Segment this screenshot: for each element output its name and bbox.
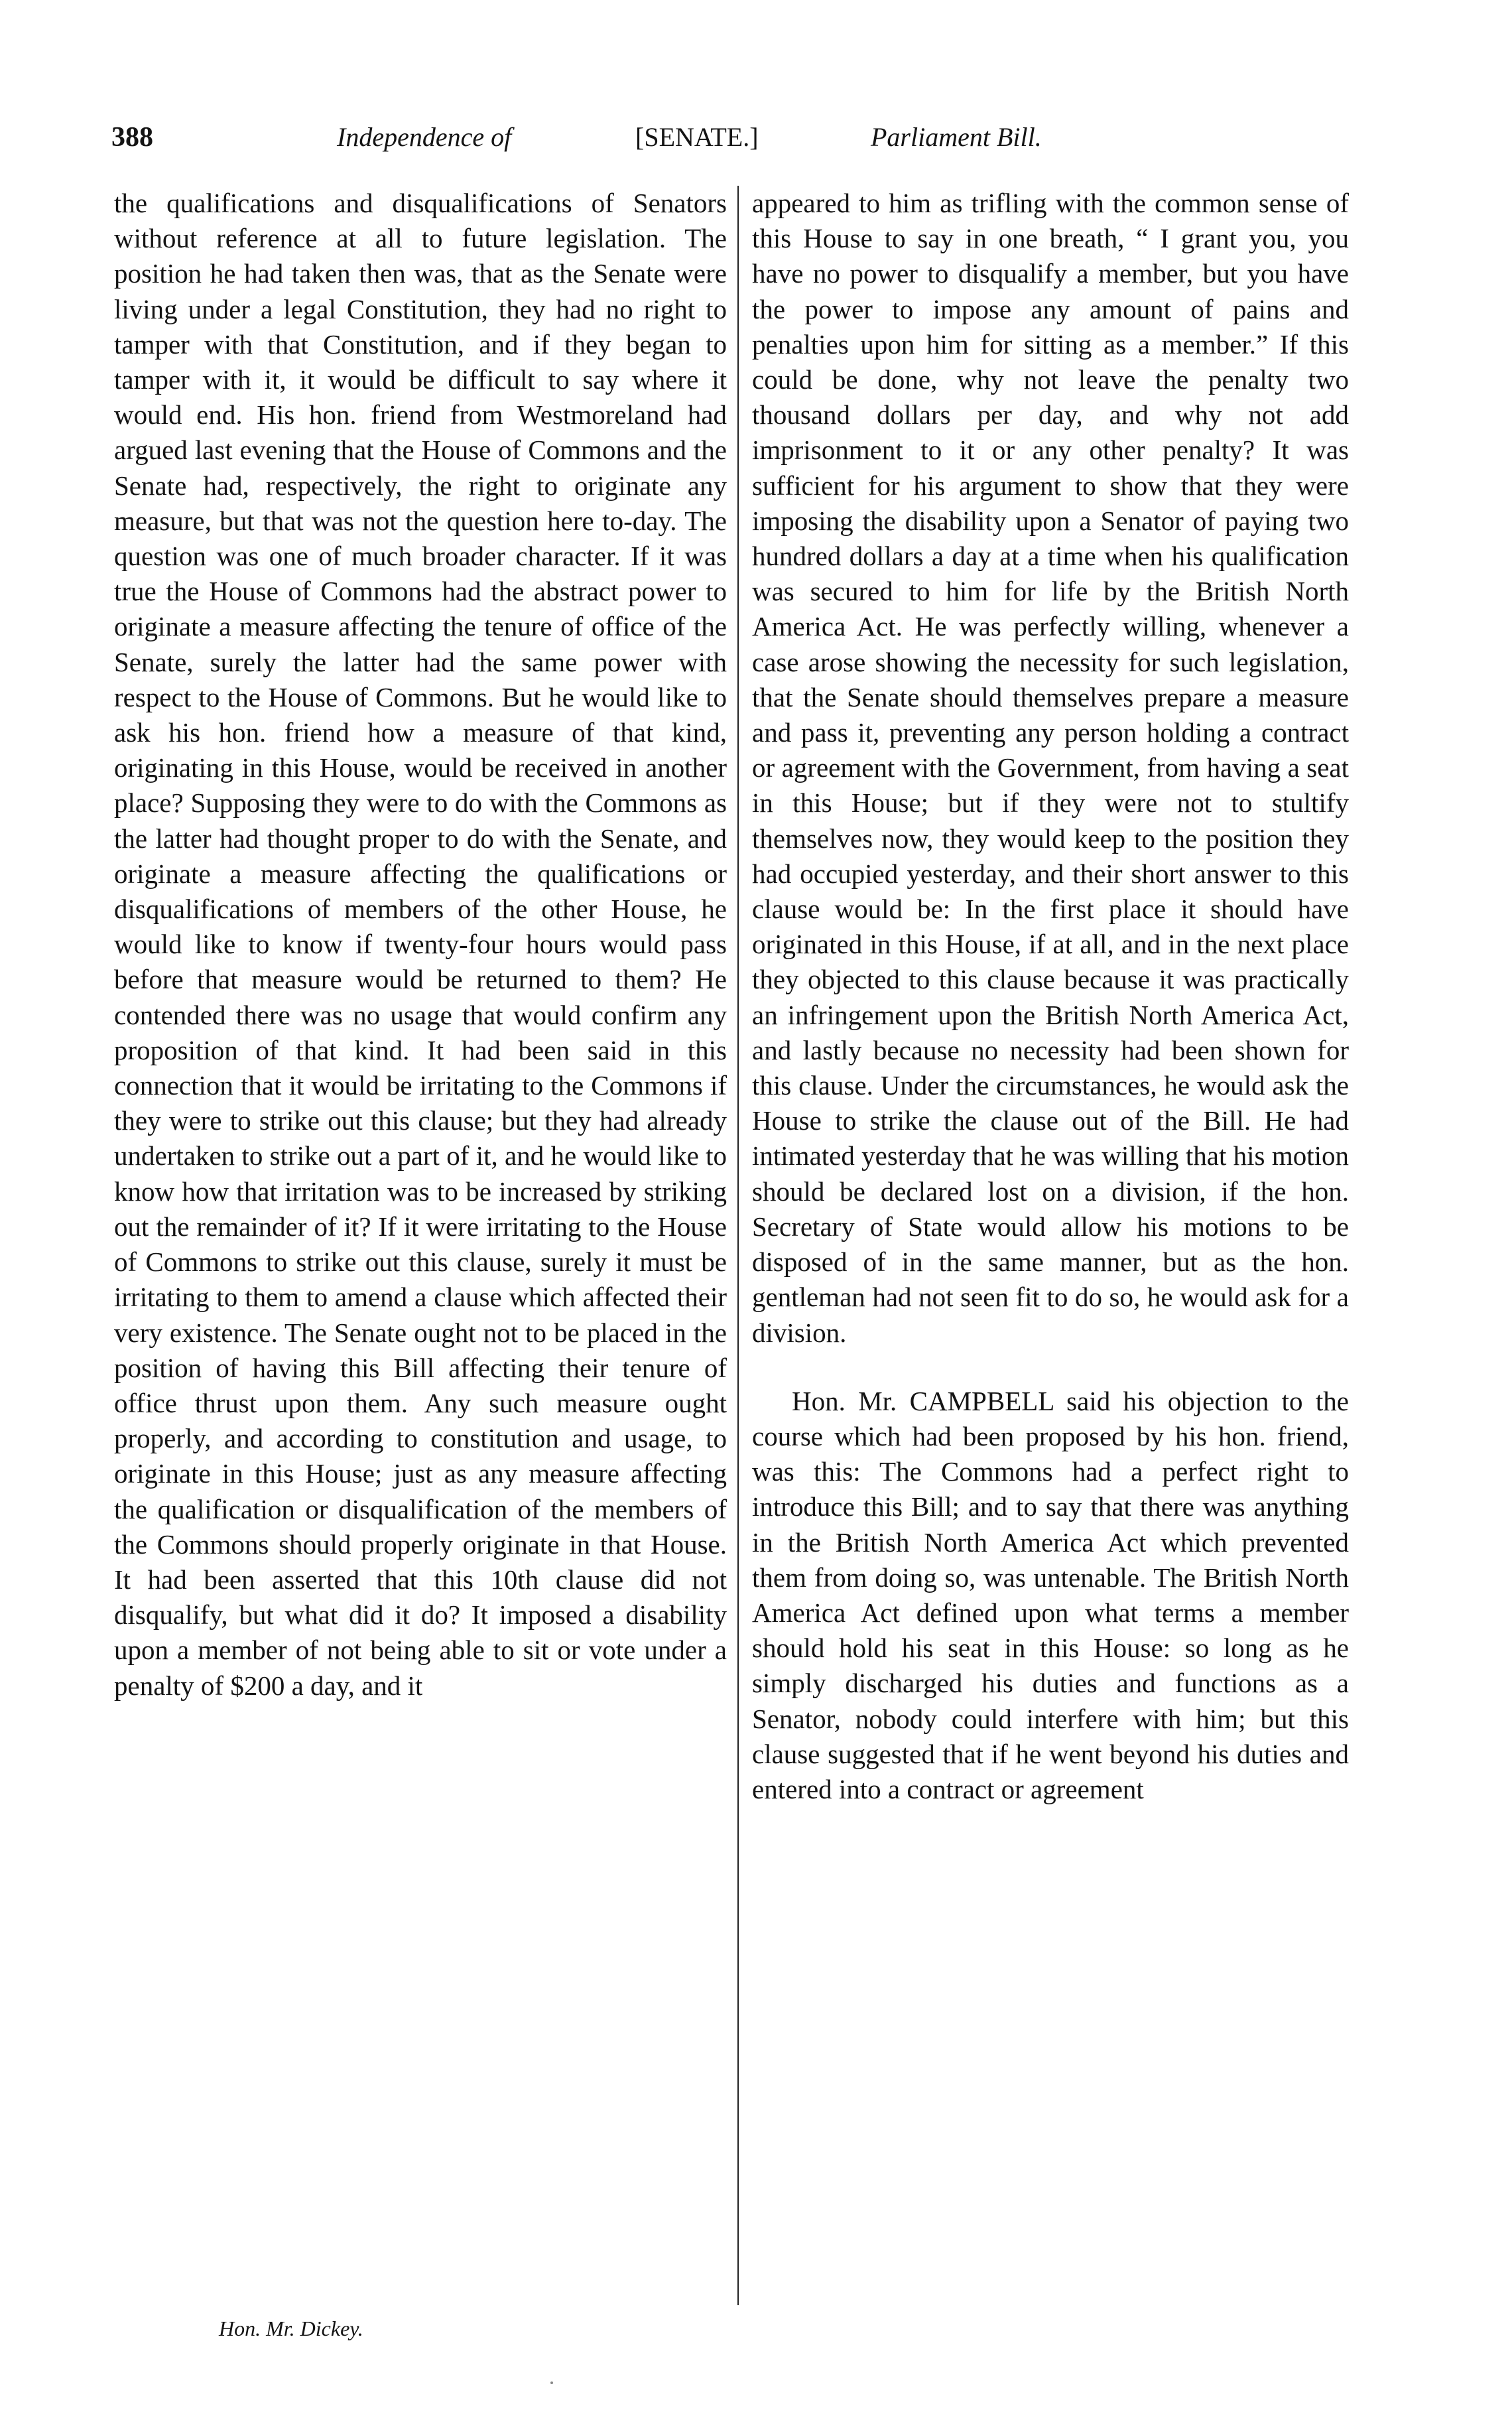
right-column-paragraph: appeared to him as trifling with the common sense of this House to say in one breath, “ I grant you, you have no power to disqualify a member, but you have the power to impose any amount of pains and penalties upon him for sitting as a member.” If this could be done, why not leave the penalty two thousand dollars per day, and why not add imprisonment to it or any other penalty? It was sufficient for his argument to show that they were imposing the disability upon a Senator of paying two hundred dollars a day at a time when his qualification was secured to him for life by the British North America Act. He was perfectly willing, whenever a case arose showing the necessity for such legislation, that the Senate should themselves prepare a measure and pass it, preventing any person holding a contract or agreement with the Government, from having a seat in this House; but if they were not to stultify themselves now, they would keep to the position they had occupied yesterday, and their short answer to this clause would be: In the first place it should have originated in this House, if at all, and in the next place they objected to this clause because it was practically an infringement upon the British North America Act, and lastly because no necessity had been shown for this clause. Under the circumstances, he would ask the House to strike the clause out of the Bill. He had intimated yesterday that he was willing that his motion should be declared lost on a division, if the hon. Secretary of State would allow his motions to be disposed of in the same manner, but as the hon. gentleman had not seen fit to do so, he would ask for a division. xyxy=(752,188,1349,1348)
page-number: 388 xyxy=(111,122,153,153)
right-column-paragraph-campbell: Hon. Mr. CAMPBELL said his objection to the course which had been proposed by his hon. friend, was this: The Commons had a perfect right to introduce this Bill; and to say that there was anything in the British North America Act which prevented them from doing so, was untenable. The British North America Act defined upon what terms a member should hold his seat in this House: so long as he simply discharged his duties and functions as a Senator, nobody could interfere with him; but this clause suggested that if he went beyond his duties and entered into a contract or agreement xyxy=(752,1385,1349,1804)
footer-speaker-note: Hon. Mr. Dickey. xyxy=(219,2316,363,2340)
left-column-paragraph: the qualifications and disqualifications of Senators without reference at all to future legislation. The position he had taken then was, that as the Senate were living under a legal Constitution, they had no right to tamper with that Constitution, and if they began to tamper with it, it would be difficult to say where it would end. His hon. friend from Westmoreland had argued last evening that the House of Commons and the Senate had, respectively, the right to originate any measure, but that was not the question here to-day. The question was one of much broader character. If it was true the House of Commons had the abstract power to originate a measure affecting the tenure of office of the Senate, surely the latter had the same power with respect to the House of Commons. But he would like to ask his hon. friend how a measure of that kind, originating in this House, would be received in another place? Supposing they were to do with the Commons as the latter had thought proper to do with the Senate, and originate a measure affecting the qualifications or disqualifications of members of the other House, he would like to know if twenty-four hours would pass before that measure would be returned to them? He contended there was no usage that would confirm any proposition of that kind. It had been said in this connection that it would be irritating to the Commons if they were to strike out this clause; but they had already undertaken to strike out a part of it, and he would like to know how that irritation was to be increased by striking out the remainder of it? If it were irritating to the House of Commons to strike out this clause, surely it must be irritating to them to amend a clause which affected their very existence. The Senate ought not to be placed in the position of having this Bill affecting their tenure of office thrust upon them. Any such measure ought properly, and according to constitution and usage, to originate in this House; just as any measure affecting the qualification or disqualification of the members of the Commons should properly originate in that House. It had been asserted that this 10th clause did not disqualify, but what did it do? It imposed a disability upon a member of not being able to sit or vote under a penalty of $200 a day, and it xyxy=(114,188,727,1701)
left-column xyxy=(114,186,727,1704)
right-column xyxy=(752,186,1349,1807)
print-speck xyxy=(550,2381,553,2384)
header-right-title: Parliament Bill. xyxy=(871,122,1042,152)
column-divider xyxy=(737,186,739,2305)
header-center-title: [SENATE.] xyxy=(635,122,759,152)
running-header xyxy=(111,114,1411,161)
header-left-title: Independence of xyxy=(337,122,512,152)
